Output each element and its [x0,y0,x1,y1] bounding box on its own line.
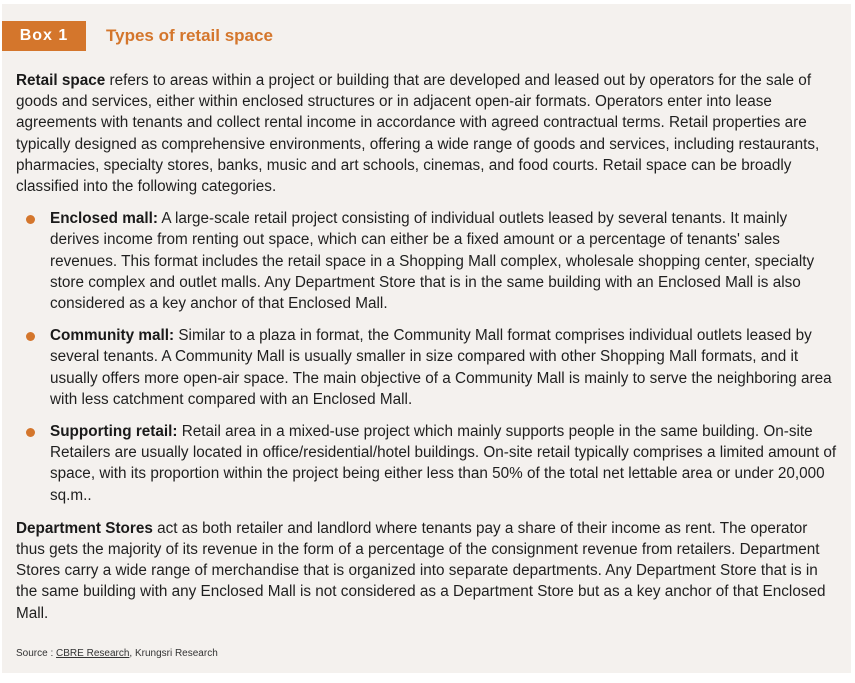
bullet-text: A large-scale retail project consisting of individual outlets leased by several tenants. It mainly derives income from renting out space, which can either be a fixed amount or a percentage of tenants' sales revenues. This format includes the retail space in a Shopping Mall complex, wholesale shopping center, specialty store complex and outlet malls. Any Department Store that is in the same building with an Enclosed Mall is also considered as a key anchor of that Enclosed Mall. [50,210,815,313]
box-title: Types of retail space [106,26,273,45]
bullet-term: Community mall: [50,327,175,345]
info-box [2,4,851,673]
list-item-community-mall [16,325,838,410]
source-link[interactable]: CBRE Research [56,648,130,659]
box-header [2,20,273,52]
list-item-supporting-retail [16,421,838,506]
box-content [16,70,838,624]
intro-term: Retail space [16,72,106,89]
bullet-icon [26,332,35,341]
bullet-icon [26,428,35,437]
source-suffix: , Krungsri Research [129,648,218,659]
department-term: Department Stores [16,519,153,537]
source-prefix: Source : [16,648,57,659]
box-label: Box 1 [2,21,86,51]
bullet-icon [26,215,35,224]
source-note [16,648,218,659]
bullet-term: Enclosed mall: [50,210,158,228]
category-list [16,208,838,506]
intro-text: refers to areas within a project or building that are developed and leased out by operators for the sale of goods and services, either within enclosed structures or in adjacent open-air formats. Operators enter into lease agreements with tenants and collect rental income in accordance with agreed contractual terms. Retail properties are typically designed as comprehensive environments, offering a wide range of goods and services, including restaurants, pharmacies, specialty stores, banks, music and art schools, cinemas, and food courts. Retail space can be broadly classified into the following categories. [16,72,820,196]
department-paragraph [16,518,838,624]
intro-paragraph [16,70,838,197]
department-text: act as both retailer and landlord where tenants pay a share of their income as rent. The operator thus gets the majority of its revenue in the form of a percentage of the consignment revenue from retailers. Department Stores carry a wide range of merchandise that is organized into separate departments. Any Department Store that is in the same building with any Enclosed Mall is not considered as a Department Store but as a key anchor of that Enclosed Mall. [16,519,826,622]
bullet-text: Similar to a plaza in format, the Community Mall format comprises individual outlets leased by several tenants. A Community Mall is usually smaller in size compared with other Shopping Mall formats, and it usually offers more open-air space. The main objective of a Community Mall is mainly to serve the neighboring area with less catchment compared with an Enclosed Mall. [50,327,832,408]
bullet-term: Supporting retail: [50,423,178,441]
list-item-enclosed-mall [16,208,838,314]
bullet-text: Retail area in a mixed-use project which mainly supports people in the same building. On-site Retailers are usually located in office/residential/hotel buildings. On-site retail typically comprises a limited amount of space, with its proportion within the project being either less than 50% of the total net lettable area or under 20,000 sq.m.. [50,423,837,504]
